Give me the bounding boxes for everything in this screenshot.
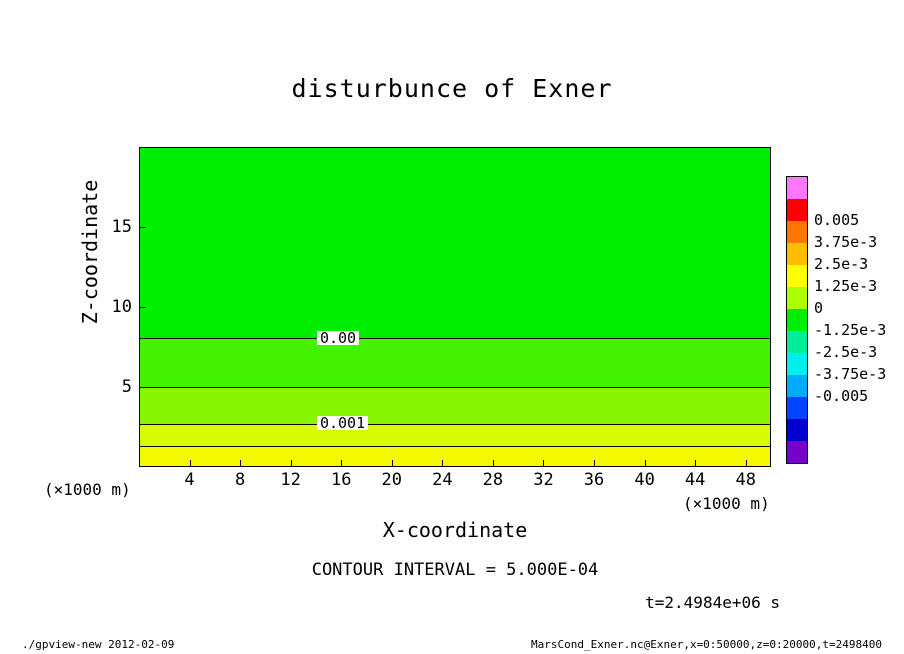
y-tick-mark — [139, 227, 146, 228]
contour-fill — [140, 148, 770, 466]
y-tick-mark — [139, 307, 146, 308]
x-tick-mark — [341, 460, 342, 467]
contour-line — [140, 387, 770, 388]
contour-label: 0.001 — [317, 416, 368, 430]
colorbar-cell — [787, 353, 807, 375]
x-axis-ticks — [0, 470, 904, 494]
colorbar-cell — [787, 287, 807, 309]
y-tick-label: 5 — [121, 377, 132, 397]
colorbar-labels — [814, 176, 894, 464]
colorbar-cell — [787, 441, 807, 463]
contour-band — [140, 148, 770, 338]
colorbar-cell — [787, 177, 807, 199]
x-tick-label: 16 — [330, 470, 352, 490]
colorbar-label: 2.5e-3 — [814, 255, 869, 273]
colorbar-cell — [787, 331, 807, 353]
contour-interval-text: CONTOUR INTERVAL = 5.000E-04 — [311, 560, 599, 580]
x-tick-label: 24 — [432, 470, 453, 490]
colorbar-label: -3.75e-3 — [814, 365, 887, 383]
y-tick-mark — [139, 387, 146, 388]
colorbar-label: -1.25e-3 — [814, 321, 887, 339]
colorbar-label: -0.005 — [814, 387, 869, 405]
contour-plot — [139, 147, 771, 467]
y-axis-label: Z-coordinate — [78, 179, 102, 325]
colorbar-cell — [787, 265, 807, 287]
colorbar-label: 0.005 — [814, 211, 860, 229]
contour-band — [140, 446, 770, 467]
contour-band — [140, 424, 770, 446]
x-axis-label: X-coordinate — [382, 518, 528, 542]
page-title: disturbunce of Exner — [291, 74, 613, 103]
x-tick-label: 40 — [634, 470, 655, 490]
x-tick-label: 12 — [280, 470, 301, 490]
colorbar-cell — [787, 397, 807, 419]
contour-band — [140, 338, 770, 387]
contour-label: 0.00 — [317, 331, 359, 345]
x-tick-label: 48 — [735, 470, 756, 490]
x-tick-mark — [190, 460, 191, 467]
contour-line — [140, 424, 770, 425]
x-tick-mark — [493, 460, 494, 467]
x-tick-mark — [746, 460, 747, 467]
contour-band — [140, 387, 770, 424]
x-tick-label: 20 — [381, 470, 403, 490]
colorbar-cell — [787, 419, 807, 441]
x-tick-label: 44 — [684, 470, 706, 490]
x-tick-label: 36 — [583, 470, 605, 490]
x-tick-label: 8 — [234, 470, 246, 490]
x-tick-label: 4 — [184, 470, 195, 490]
x-tick-mark — [645, 460, 646, 467]
x-tick-label: 28 — [482, 470, 504, 490]
contour-line — [140, 338, 770, 339]
x-units-right: (×1000 m) — [683, 494, 770, 513]
footer-left-text: ./gpview-new 2012-02-09 — [22, 638, 175, 651]
colorbar-cell — [787, 221, 807, 243]
x-tick-mark — [543, 460, 544, 467]
colorbar-cell — [787, 243, 807, 265]
x-units-left: (×1000 m) — [44, 480, 131, 499]
footer-right-text: MarsCond_Exner.nc@Exner,x=0:50000,z=0:20000,t=2498400 — [531, 638, 882, 651]
x-tick-label: 32 — [533, 470, 554, 490]
contour-line — [140, 446, 770, 447]
x-tick-mark — [240, 460, 241, 467]
x-tick-mark — [392, 460, 393, 467]
x-tick-mark — [594, 460, 595, 467]
colorbar — [786, 176, 808, 464]
colorbar-label: 0 — [814, 299, 824, 317]
colorbar-cell — [787, 309, 807, 331]
colorbar-cell — [787, 199, 807, 221]
colorbar-cell — [787, 375, 807, 397]
x-tick-mark — [695, 460, 696, 467]
x-tick-mark — [442, 460, 443, 467]
y-tick-label: 15 — [111, 217, 132, 237]
colorbar-label: 3.75e-3 — [814, 233, 878, 251]
colorbar-label: 1.25e-3 — [814, 277, 878, 295]
colorbar-label: -2.5e-3 — [814, 343, 878, 361]
x-tick-mark — [291, 460, 292, 467]
timestamp-text: t=2.4984e+06 s — [645, 593, 780, 612]
y-tick-label: 10 — [111, 297, 132, 317]
